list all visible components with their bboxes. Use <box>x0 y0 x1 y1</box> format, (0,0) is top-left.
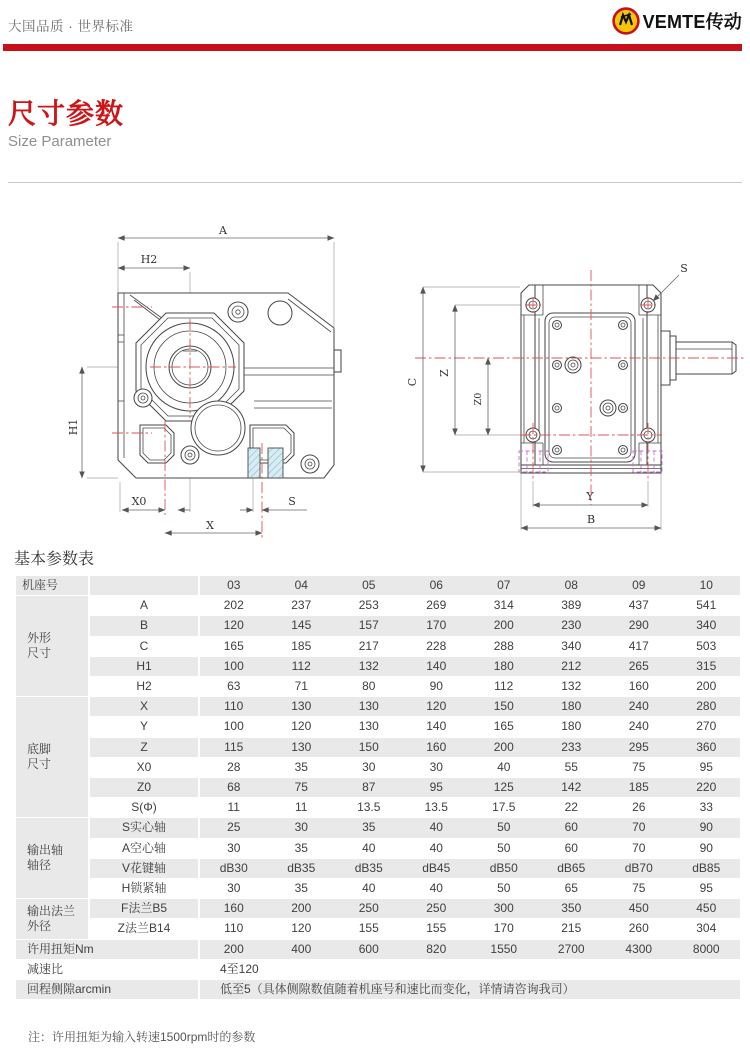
value-cell: 120 <box>200 616 268 636</box>
value-cell: 503 <box>673 637 741 657</box>
value-cell: 280 <box>673 697 741 717</box>
param-label: H1 <box>90 657 200 677</box>
value-cell: 155 <box>403 919 471 939</box>
header-divider-bar <box>3 44 742 51</box>
value-cell: 250 <box>335 899 403 919</box>
value-cell: 110 <box>200 697 268 717</box>
value-cell: 185 <box>268 637 336 657</box>
value-cell: 60 <box>538 839 606 859</box>
table-row <box>16 879 740 899</box>
param-label: V花键轴 <box>90 859 200 879</box>
column-header: 09 <box>605 576 673 596</box>
value-cell: 28 <box>200 758 268 778</box>
group-label: 外形 尺寸 <box>16 596 90 697</box>
dim-label-X0: X0 <box>131 495 147 508</box>
value-cell: 71 <box>268 677 336 697</box>
dim-label-A: A <box>219 224 227 237</box>
page-subtitle: Size Parameter <box>8 133 112 150</box>
value-cell: 100 <box>200 717 268 737</box>
dim-label-H1: H1 <box>67 418 80 436</box>
value-cell: 75 <box>268 778 336 798</box>
param-label: S实心轴 <box>90 818 200 838</box>
value-cell: 215 <box>538 919 606 939</box>
dim-label-Z: Z <box>438 369 451 377</box>
value-cell: 90 <box>673 818 741 838</box>
value-cell: 60 <box>538 818 606 838</box>
value-cell: dB65 <box>538 859 606 879</box>
brand-name: VEMTE传动 <box>642 12 742 32</box>
foot-hatch-pad <box>248 448 260 478</box>
value-cell: 95 <box>403 778 471 798</box>
footer-span-value: 低至5（具体侧隙数值随着机座号和速比而变化，详情请咨询我司） <box>200 980 740 1000</box>
value-cell: 450 <box>605 899 673 919</box>
value-cell: 185 <box>605 778 673 798</box>
value-cell: 389 <box>538 596 606 616</box>
param-label: Z法兰B14 <box>90 919 200 939</box>
foot-hatch-pad <box>268 448 283 478</box>
param-label: H锁紧轴 <box>90 879 200 899</box>
column-header: 06 <box>403 576 471 596</box>
title-divider <box>8 182 742 183</box>
value-cell: 4300 <box>605 940 673 960</box>
vemte-logo-icon <box>612 7 640 35</box>
value-cell: 400 <box>268 940 336 960</box>
value-cell: 130 <box>335 717 403 737</box>
value-cell: 65 <box>538 879 606 899</box>
value-cell: 304 <box>673 919 741 939</box>
value-cell: 87 <box>335 778 403 798</box>
table-row <box>16 616 740 636</box>
value-cell: dB70 <box>605 859 673 879</box>
value-cell: 237 <box>268 596 336 616</box>
value-cell: 269 <box>403 596 471 616</box>
value-cell: 40 <box>470 758 538 778</box>
table-row <box>16 697 740 717</box>
parameter-table <box>16 576 740 1000</box>
value-cell: 112 <box>268 657 336 677</box>
value-cell: 35 <box>268 879 336 899</box>
value-cell: 170 <box>470 919 538 939</box>
value-cell: 1550 <box>470 940 538 960</box>
value-cell: 8000 <box>673 940 741 960</box>
value-cell: 90 <box>673 839 741 859</box>
value-cell: 68 <box>200 778 268 798</box>
value-cell: 95 <box>673 879 741 899</box>
brand-logo <box>612 7 742 35</box>
table-row <box>16 919 740 939</box>
param-label: A <box>90 596 200 616</box>
value-cell: 165 <box>470 717 538 737</box>
value-cell: 160 <box>403 738 471 758</box>
value-cell: 55 <box>538 758 606 778</box>
table-row <box>16 839 740 859</box>
value-cell: 340 <box>538 637 606 657</box>
column-header: 05 <box>335 576 403 596</box>
value-cell: 100 <box>200 657 268 677</box>
table-row <box>16 576 740 596</box>
value-cell: 200 <box>470 738 538 758</box>
table-row <box>16 859 740 879</box>
dim-label-Z0: Z0 <box>473 392 484 406</box>
column-header: 03 <box>200 576 268 596</box>
param-label: X0 <box>90 758 200 778</box>
footnote: 注：许用扭矩为输入转速1500rpm时的参数 <box>28 1030 256 1044</box>
value-cell: 80 <box>335 677 403 697</box>
value-cell: 140 <box>403 657 471 677</box>
value-cell: 30 <box>403 758 471 778</box>
table-row <box>16 657 740 677</box>
value-cell: 132 <box>538 677 606 697</box>
param-label: B <box>90 616 200 636</box>
table-row <box>16 738 740 758</box>
value-cell: 125 <box>470 778 538 798</box>
lower-bore-circle <box>191 401 245 455</box>
param-label: Y <box>90 717 200 737</box>
param-label: A空心轴 <box>90 839 200 859</box>
param-label: F法兰B5 <box>90 899 200 919</box>
value-cell: 110 <box>200 919 268 939</box>
value-cell: 250 <box>403 899 471 919</box>
group-label: 底脚 尺寸 <box>16 697 90 818</box>
table-row <box>16 940 740 960</box>
value-cell: 157 <box>335 616 403 636</box>
value-cell: 35 <box>268 758 336 778</box>
gearbox-front-view-drawing <box>400 215 750 545</box>
value-cell: 200 <box>470 616 538 636</box>
value-cell: 350 <box>538 899 606 919</box>
value-cell: 160 <box>605 677 673 697</box>
table-row <box>16 960 740 980</box>
value-cell: 360 <box>673 738 741 758</box>
header-tagline: 大国品质 · 世界标准 <box>8 19 134 34</box>
param-label: X <box>90 697 200 717</box>
value-cell: 25 <box>200 818 268 838</box>
value-cell: 212 <box>538 657 606 677</box>
param-label: S(Φ) <box>90 798 200 818</box>
value-cell: 40 <box>403 818 471 838</box>
value-cell: 26 <box>605 798 673 818</box>
value-cell: 142 <box>538 778 606 798</box>
value-cell: dB85 <box>673 859 741 879</box>
param-header-empty <box>90 576 200 596</box>
value-cell: 340 <box>673 616 741 636</box>
param-label: Z <box>90 738 200 758</box>
table-row <box>16 818 740 838</box>
value-cell: 253 <box>335 596 403 616</box>
value-cell: 2700 <box>538 940 606 960</box>
dim-label-S: S <box>288 495 296 508</box>
value-cell: 11 <box>268 798 336 818</box>
column-header: 10 <box>673 576 741 596</box>
value-cell: 40 <box>403 879 471 899</box>
value-cell: 270 <box>673 717 741 737</box>
group-label: 输出轴 轴径 <box>16 818 90 899</box>
value-cell: dB35 <box>268 859 336 879</box>
group-label: 输出法兰 外径 <box>16 899 90 939</box>
value-cell: 290 <box>605 616 673 636</box>
value-cell: 233 <box>538 738 606 758</box>
value-cell: 150 <box>470 697 538 717</box>
table-row <box>16 778 740 798</box>
value-cell: dB30 <box>200 859 268 879</box>
value-cell: 22 <box>538 798 606 818</box>
footer-label: 许用扭矩Nm <box>16 940 200 960</box>
value-cell: 40 <box>335 879 403 899</box>
value-cell: 112 <box>470 677 538 697</box>
value-cell: 120 <box>268 717 336 737</box>
value-cell: 300 <box>470 899 538 919</box>
value-cell: 200 <box>200 940 268 960</box>
value-cell: 140 <box>403 717 471 737</box>
value-cell: 228 <box>403 637 471 657</box>
value-cell: 70 <box>605 839 673 859</box>
value-cell: 260 <box>605 919 673 939</box>
value-cell: 40 <box>335 839 403 859</box>
value-cell: 288 <box>470 637 538 657</box>
value-cell: 40 <box>403 839 471 859</box>
footer-span-value: 4至120 <box>200 960 740 980</box>
value-cell: 120 <box>268 919 336 939</box>
table-row <box>16 596 740 616</box>
table-row <box>16 758 740 778</box>
page-title: 尺寸参数 <box>8 98 125 129</box>
param-label: H2 <box>90 677 200 697</box>
column-header: 08 <box>538 576 606 596</box>
value-cell: 200 <box>268 899 336 919</box>
value-cell: dB45 <box>403 859 471 879</box>
value-cell: 165 <box>200 637 268 657</box>
gearbox-side-view-drawing <box>60 215 400 545</box>
value-cell: 11 <box>200 798 268 818</box>
value-cell: 50 <box>470 818 538 838</box>
dim-label-S: S <box>680 262 688 275</box>
value-cell: 315 <box>673 657 741 677</box>
value-cell: 30 <box>200 879 268 899</box>
value-cell: 180 <box>470 657 538 677</box>
value-cell: 200 <box>673 677 741 697</box>
value-cell: 130 <box>335 697 403 717</box>
value-cell: 130 <box>268 697 336 717</box>
value-cell: 295 <box>605 738 673 758</box>
table-row <box>16 717 740 737</box>
value-cell: 417 <box>605 637 673 657</box>
value-cell: 240 <box>605 717 673 737</box>
value-cell: 50 <box>470 879 538 899</box>
value-cell: 50 <box>470 839 538 859</box>
table-row <box>16 677 740 697</box>
column-header: 04 <box>268 576 336 596</box>
param-label: C <box>90 637 200 657</box>
table-title: 基本参数表 <box>14 551 95 568</box>
value-cell: 35 <box>268 839 336 859</box>
column-header: 07 <box>470 576 538 596</box>
value-cell: 17.5 <box>470 798 538 818</box>
value-cell: 75 <box>605 879 673 899</box>
dim-label-X: X <box>206 519 214 532</box>
dim-label-C: C <box>406 377 419 387</box>
value-cell: 600 <box>335 940 403 960</box>
frame-size-header: 机座号 <box>16 576 90 596</box>
footer-label: 减速比 <box>16 960 200 980</box>
value-cell: 160 <box>200 899 268 919</box>
value-cell: 115 <box>200 738 268 758</box>
dim-label-H2: H2 <box>140 253 158 266</box>
value-cell: 63 <box>200 677 268 697</box>
table-row <box>16 980 740 1000</box>
value-cell: 230 <box>538 616 606 636</box>
value-cell: 820 <box>403 940 471 960</box>
value-cell: 217 <box>335 637 403 657</box>
value-cell: 145 <box>268 616 336 636</box>
value-cell: 240 <box>605 697 673 717</box>
dim-label-Y: Y <box>586 490 594 503</box>
value-cell: 541 <box>673 596 741 616</box>
value-cell: 155 <box>335 919 403 939</box>
dim-label-B: B <box>586 513 596 526</box>
value-cell: 202 <box>200 596 268 616</box>
table-row <box>16 798 740 818</box>
footer-label: 回程侧隙arcmin <box>16 980 200 1000</box>
value-cell: 180 <box>538 717 606 737</box>
value-cell: 130 <box>268 738 336 758</box>
value-cell: 33 <box>673 798 741 818</box>
value-cell: 265 <box>605 657 673 677</box>
value-cell: 150 <box>335 738 403 758</box>
value-cell: 120 <box>403 697 471 717</box>
value-cell: 75 <box>605 758 673 778</box>
value-cell: 170 <box>403 616 471 636</box>
value-cell: 220 <box>673 778 741 798</box>
value-cell: dB35 <box>335 859 403 879</box>
value-cell: 437 <box>605 596 673 616</box>
value-cell: 314 <box>470 596 538 616</box>
value-cell: 13.5 <box>403 798 471 818</box>
value-cell: 180 <box>538 697 606 717</box>
value-cell: 90 <box>403 677 471 697</box>
param-label: Z0 <box>90 778 200 798</box>
value-cell: 450 <box>673 899 741 919</box>
value-cell: 30 <box>268 818 336 838</box>
value-cell: 132 <box>335 657 403 677</box>
value-cell: 70 <box>605 818 673 838</box>
value-cell: 35 <box>335 818 403 838</box>
value-cell: 95 <box>673 758 741 778</box>
value-cell: dB50 <box>470 859 538 879</box>
value-cell: 30 <box>200 839 268 859</box>
value-cell: 30 <box>335 758 403 778</box>
value-cell: 13.5 <box>335 798 403 818</box>
table-row <box>16 637 740 657</box>
table-row <box>16 899 740 919</box>
